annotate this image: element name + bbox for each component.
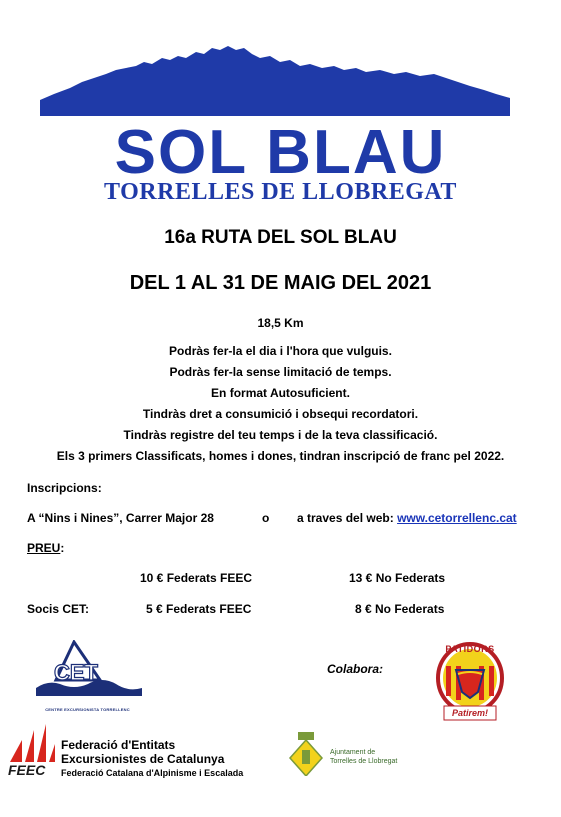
ajuntament-line1: Ajuntament de <box>330 749 376 756</box>
price-members-federated: 5 € Federats FEEC <box>146 602 252 616</box>
feec-line3: Federació Catalana d'Alpinisme i Escalada <box>61 768 244 778</box>
patidors-bottom-text: Patirem! <box>451 708 488 718</box>
svg-text:CET: CET <box>54 660 98 685</box>
web-prefix: a traves del web: <box>297 511 394 525</box>
price-general-federated: 10 € Federats FEEC <box>140 571 253 585</box>
registration-heading: Inscripcions: <box>27 481 102 495</box>
patidors-logo <box>434 640 506 724</box>
cet-caption: CENTRE EXCURSIONISTA TORRELLENC <box>45 707 130 712</box>
description-list <box>0 341 561 467</box>
mountain-silhouette <box>40 44 510 116</box>
description-line: Els 3 primers Classificats, homes i dones, tindran inscripció de franc pel 2022. <box>56 449 505 463</box>
feec-line2: Excursionistes de Catalunya <box>61 752 225 766</box>
cet-logo <box>30 640 145 712</box>
registration-web <box>297 510 517 526</box>
event-edition: 16a RUTA DEL SOL BLAU <box>164 227 397 248</box>
description-line: En format Autosuficient. <box>211 386 350 400</box>
cet-mountain-icon <box>30 640 145 702</box>
feec-flag-icon <box>8 724 56 762</box>
price-general-non-federated: 13 € No Federats <box>349 571 446 585</box>
description-line: Podràs fer-la sense limitació de temps. <box>169 365 392 379</box>
website-link[interactable]: www.cetorrellenc.cat <box>397 511 517 525</box>
ajuntament-shield-icon <box>288 730 324 776</box>
description-line: Tindràs registre del teu temps i de la teva classificació. <box>123 428 438 442</box>
price-heading: PREU: <box>27 541 65 555</box>
price-members-non-federated: 8 € No Federats <box>355 602 445 616</box>
ajuntament-logo <box>288 730 428 776</box>
description-line: Tindràs dret a consumició i obsequi recordatori. <box>142 407 419 421</box>
feec-abbr: FEEC <box>8 762 46 778</box>
members-label: Socis CET: <box>27 602 90 616</box>
patidors-top-text: PATIDORS <box>445 644 495 654</box>
ajuntament-line2: Torrelles de Llobregat <box>330 758 398 765</box>
page-subtitle: TORRELLES DE LLOBREGAT <box>104 179 457 205</box>
description-line: Podràs fer-la el dia i l'hora que vulguis. <box>169 344 392 358</box>
event-dates: DEL 1 AL 31 DE MAIG DEL 2021 <box>129 272 432 294</box>
page-title: SOL BLAU <box>114 118 447 187</box>
registration-or: o <box>262 511 270 525</box>
registration-location: A “Nins i Nines”, Carrer Major 28 <box>27 511 214 525</box>
collaborates-label: Colabora: <box>327 662 384 676</box>
event-distance: 18,5 Km <box>257 316 304 330</box>
feec-line1: Federació d'Entitats <box>61 738 176 752</box>
feec-logo <box>8 724 268 784</box>
